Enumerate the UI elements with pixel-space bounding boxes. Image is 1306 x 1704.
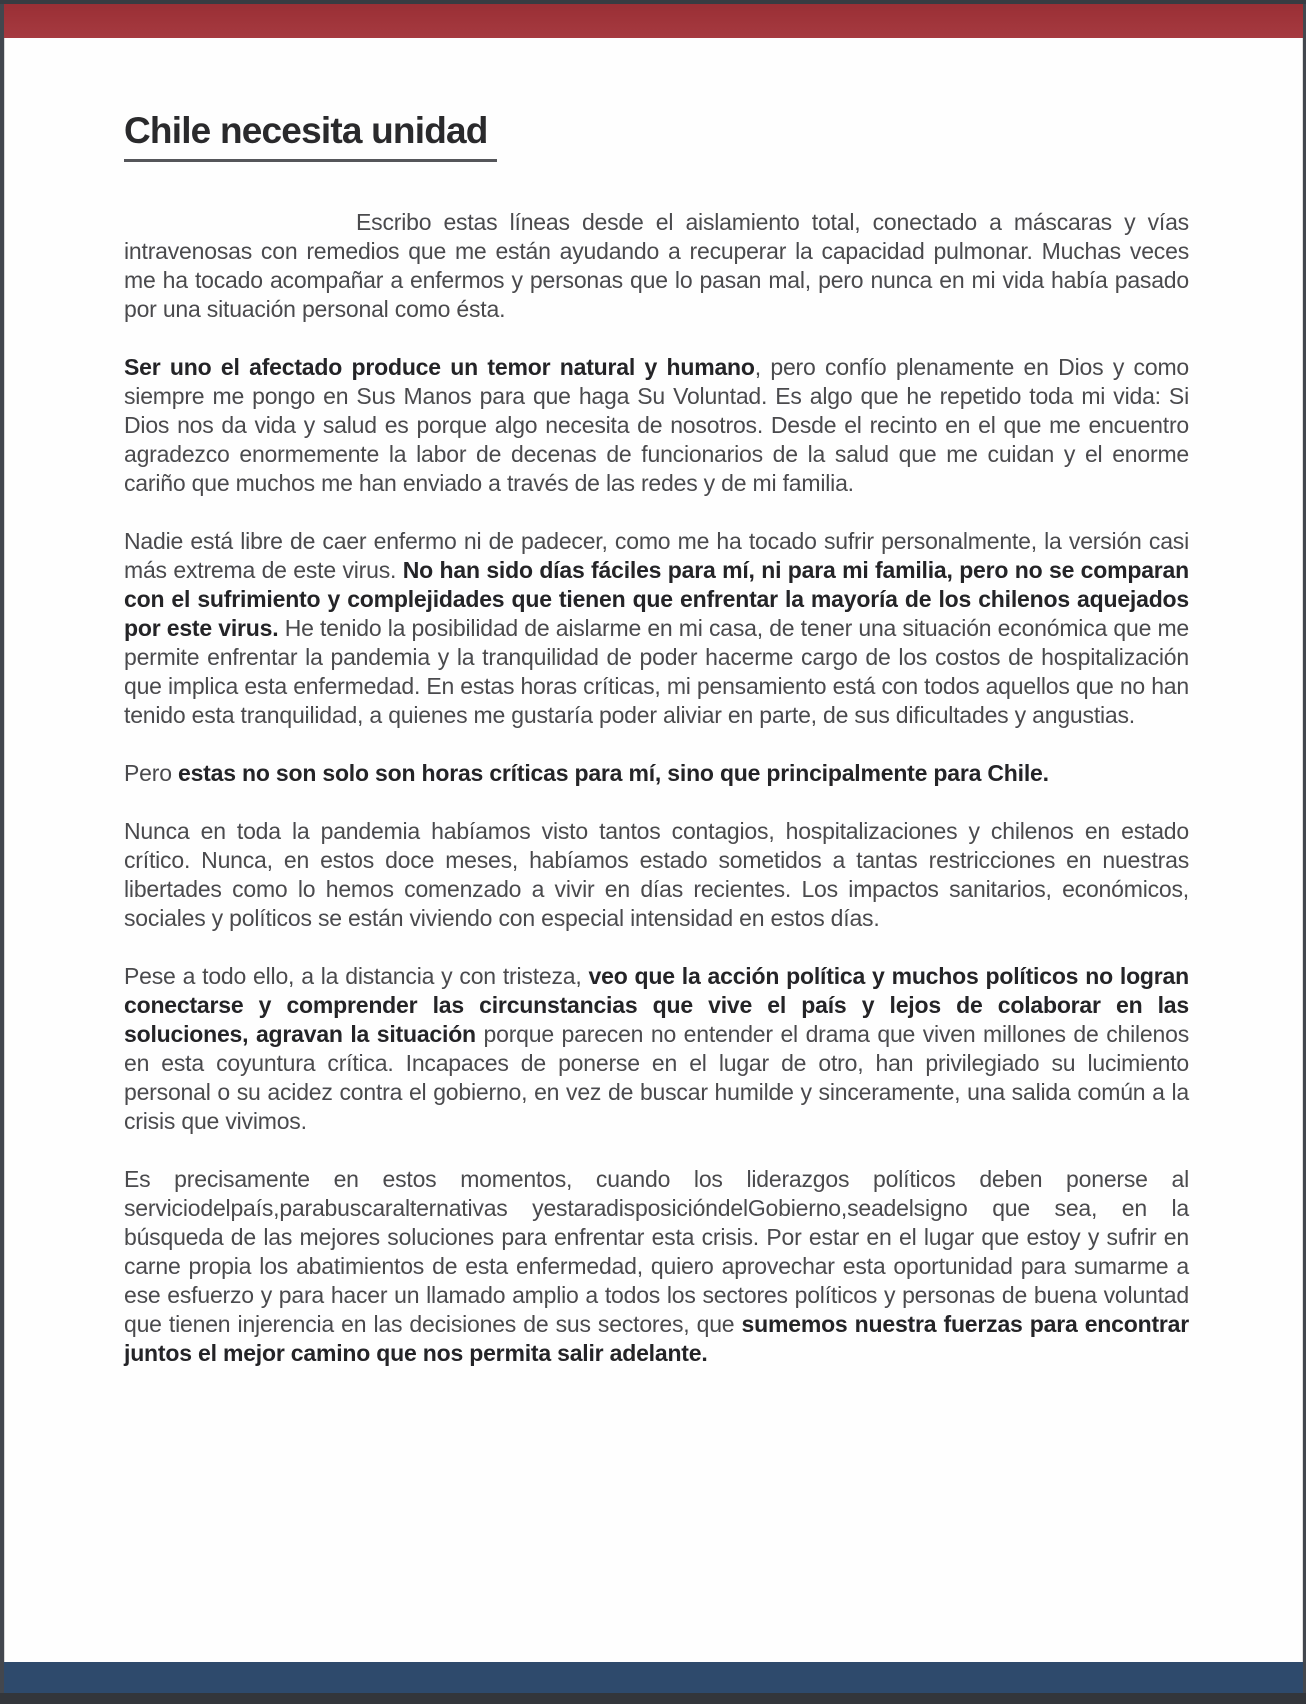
page-title [124,110,497,162]
paragraph-4 [124,759,1189,788]
paragraph-bold-segment: No han sido días fáciles para mí, ni para mi familia, pero no se comparan con el sufrimiento y complejidades que tienen que enfrentar la mayoría de los chilenos aquejados por este virus. [124,557,1190,641]
paragraph-2 [124,353,1189,498]
paragraph-segment: Nadie está libre de caer enfermo ni de padecer, como me ha tocado sufrir personalmente, la versión casi más extrema de este virus. [124,528,1189,583]
paragraph-segment: Pese a todo ello, a la distancia y con tristeza, [124,963,589,989]
paragraph-segment: Escribo estas líneas desde el aislamiento total, conectado a máscaras y vías intravenosas con remedios que me están ayudando a recuperar la capacidad pulmonar. Muchas veces me ha tocado acompañar a enfermos y personas que lo pasan mal, pero nunca en mi vida había pasado por una situación personal como ésta. [124,209,1189,322]
paragraph-segment: He tenido la posibilidad de aislarme en mi casa, de tener una situación económica que me permite enfrentar la pandemia y la tranquilidad de poder hacerme cargo de los costos de hospitalización que implica esta enfermedad. En estas horas críticas, mi pensamiento está con todos aquellos que no han tenido esta tranquilidad, a quienes me gustaría poder aliviar en parte, de sus dificultades y angustias. [124,615,1189,728]
paragraph-3 [124,527,1189,730]
paragraph-bold-segment: Ser uno el afectado produce un temor natural y humano [124,354,755,380]
bottom-navy-bar [4,1662,1303,1693]
top-red-bar [4,4,1303,38]
paragraph-7 [124,1165,1189,1368]
paragraph-5 [124,817,1189,933]
document-page [4,38,1303,1663]
article-body [124,208,1189,1368]
paragraph-segment: porque parecen no entender el drama que viven millones de chilenos en esta coyuntura crítica. Incapaces de ponerse en el lugar de otro, han privilegiado su lucimiento personal o su acidez contra el gobierno, en vez de buscar humilde y sinceramente, una salida común a la crisis que vivimos. [124,1021,1189,1134]
page-title-text: Chile necesita unidad [124,110,488,151]
paragraph-6 [124,962,1189,1136]
paragraph-segment: , pero confío plenamente en Dios y como siempre me pongo en Sus Manos para que haga Su Voluntad. Es algo que he repetido toda mi vida: Si Dios nos da vida y salud es porque algo necesita de nosotros. Desde el recinto en el que me encuentro agradezco enormemente la labor de decenas de funcionarios de la salud que me cuidan y el enorme cariño que muchos me han enviado a través de las redes y de mi familia. [124,354,1189,496]
paragraph-bold-segment: sumemos nuestra fuerzas para encontrar juntos el mejor camino que nos permita salir adelante. [124,1311,1189,1366]
paragraph-bold-segment: veo que la acción política y muchos políticos no logran conectarse y comprender las circunstancias que vive el país y lejos de colaborar en las soluciones, agravan la situación [124,963,1189,1047]
paragraph-1 [124,208,1189,324]
paragraph-segment: Nunca en toda la pandemia habíamos visto tantos contagios, hospitalizaciones y chilenos en estado crítico. Nunca, en estos doce meses, habíamos estado sometidos a tantas restricciones en nuestras libertades como lo hemos comenzado a vivir en días recientes. Los impactos sanitarios, económicos, sociales y políticos se están viviendo con especial intensidad en estos días. [124,818,1189,931]
paragraph-segment: Pero [124,760,178,786]
paragraph-segment: Es precisamente en estos momentos, cuando los liderazgos políticos deben ponerse al serviciodelpaís,parabuscaralternativas yestaradisposicióndelGobierno,seadelsigno que sea, en la búsqueda de las mejores soluciones para enfrentar esta crisis. Por estar en el lugar que estoy y sufrir en carne propia los abatimientos de esta enfermedad, quiero aprovechar esta oportunidad para sumarme a ese esfuerzo y para hacer un llamado amplio a todos los sectores políticos y personas de buena voluntad que tienen injerencia en las decisiones de sus sectores, que [124,1166,1189,1337]
paragraph-bold-segment: estas no son solo son horas críticas para mí, sino que principalmente para Chile. [177,760,1049,786]
